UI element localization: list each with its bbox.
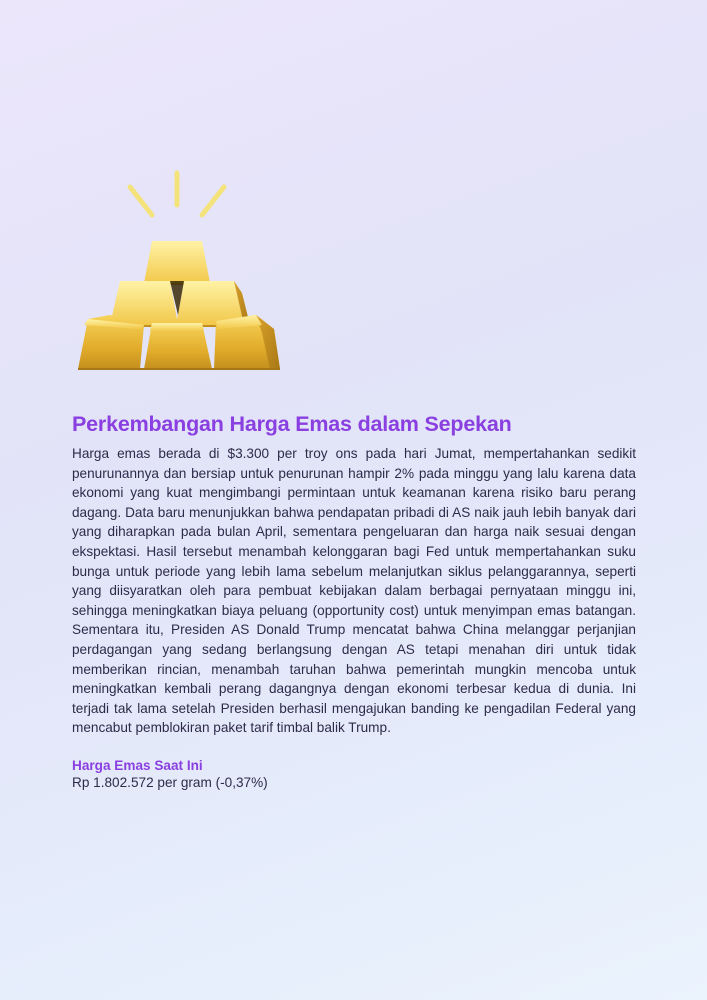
gold-bar-top bbox=[144, 241, 210, 285]
article bbox=[72, 412, 636, 790]
price-label: Harga Emas Saat Ini bbox=[72, 757, 203, 773]
sparkle-rays bbox=[130, 173, 224, 215]
gold-bar-bottom-center bbox=[144, 323, 212, 369]
article-body: Harga emas berada di $3.300 per troy ons pada hari Jumat, mempertahankan sedikit penurunannya dan bersiap untuk penurunan hampir 2% pada minggu yang lalu karena data ekonomi yang kuat mengimbangi permintaan untuk keamanan karena risiko baru perang dagang. Data baru menunjukkan bahwa pendapatan pribadi di AS naik jauh lebih banyak dari yang diharapkan pada bulan April, sementara pengeluaran dan harga naik sesuai dengan ekspektasi. Hasil tersebut menambah kelonggaran bagi Fed untuk mempertahankan suku bunga untuk periode yang lebih lama sebelum melanjutkan siklus pelanggarannya, seperti yang diisyaratkan oleh para pembuat kebijakan dalam berbagai pernyataan minggu ini, sehingga meningkatkan biaya peluang (opportunity cost) untuk menyimpan emas batangan. Sementara itu, Presiden AS Donald Trump mencatat bahwa China melanggar perjanjian perdagangan yang sedang berlangsung dengan AS tetapi menahan diri untuk tidak memberikan rincian, menambah taruhan bahwa pemerintah mungkin mencoba untuk meningkatkan kembali perang dagangnya dengan ekonomi terbesar kedua di dunia. Ini terjadi tak lama setelah Presiden berhasil mengajukan banding ke pengadilan Federal yang mencabut pemblokiran paket tarif timbal balik Trump. bbox=[72, 446, 636, 736]
gold-bars-icon bbox=[70, 165, 290, 375]
price-value: Rp 1.802.572 per gram (-0,37%) bbox=[72, 774, 268, 790]
gold-bar-bottom-left bbox=[78, 315, 144, 369]
gold-bar-bottom-right bbox=[214, 315, 280, 369]
article-title: Perkembangan Harga Emas dalam Sepekan bbox=[72, 412, 512, 436]
